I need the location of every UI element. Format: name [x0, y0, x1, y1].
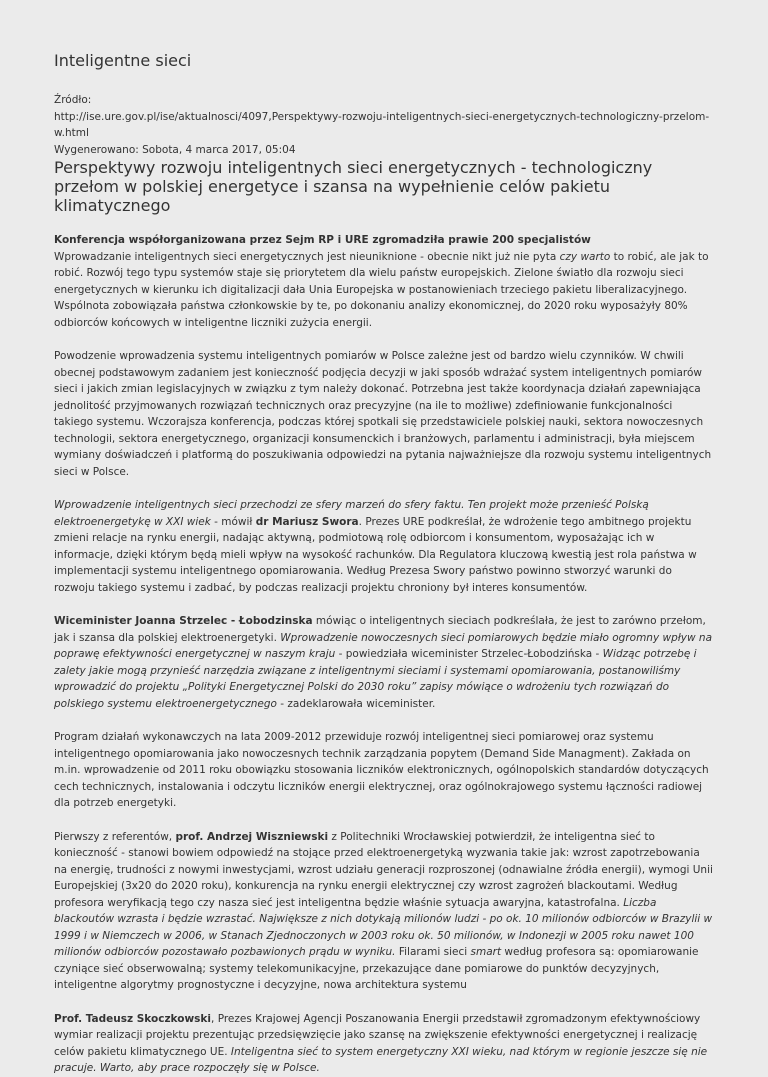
- paragraph-4: [54, 613, 714, 712]
- text: z Politechniki Wrocławskiej potwierdził, że inteligentna sieć to konieczność - stanowi bowiem odpowiedź na stojące przed elektroenergetyką wyzwania takie jak: wzrost zapotrzebowania na energię, trudności z nowymi inwestycjami, wzrost udziału generacji rozproszonej (odnawialne źródła energii), wymogi Unii Europejskiej (3x20 do 2020 roku), konkurencja na rynku energii elektrycznej czy wzrost zagrożeń blackoutami. Według profesora weryfikacją tego czy nasza sieć jest inteligentna będzie właśnie sytuacja awaryjna, katastrofalna.: [54, 830, 713, 909]
- text: Wprowadzanie inteligentnych sieci energetycznych jest nieuniknione - obecnie nikt już nie pyta: [54, 250, 560, 263]
- person-name: dr Mariusz Swora: [255, 515, 359, 528]
- quote: Widząc potrzebę i zalety jakie mogą przynieść narzędzia związane z inteligentnymi sieciami i systemami opomiarowania, postanowiliśmy wprowadzić do projektu „Polityki Energetycznej Polski do 2030 roku” zapisy mówiące o wdrożeniu tych rozwiązań do polskiego systemu elektroenergetycznego: [54, 648, 697, 710]
- paragraph-5: Program działań wykonawczych na lata 2009-2012 przewiduje rozwój inteligentnej sieci pomiarowej oraz systemu inteligentnego opomiarowania jako nowoczesnych technik zarządzania popytem (Demand Side Managment). Zakłada on m.in. wprowadzenie od 2011 roku obowiązku stosowania liczników elektronicznych, ogólnopolskich standardów dotyczących cech technicznych, instalowania i odczytu liczników energii elektrycznej, oraz ogólnokrajowego systemu łączności radiowej dla potrzeb energetyki.: [54, 731, 709, 809]
- person-name: Wiceminister Joanna Strzelec - Łobodzinska: [54, 615, 313, 627]
- quote: Wprowadzenie nowoczesnych sieci pomiarowych będzie miało ogromny wpływ na poprawę efektywności energetycznej w naszym kraju: [54, 631, 713, 660]
- paragraph-7: [54, 1011, 714, 1077]
- text: - zadeklarowała wiceminister.: [276, 697, 436, 710]
- person-name: prof. Andrzej Wiszniewski: [175, 830, 329, 843]
- site-title: Inteligentne sieci: [54, 51, 192, 70]
- document-meta: [54, 92, 714, 158]
- paragraph-1: [54, 249, 714, 332]
- paragraph-3: [54, 497, 714, 596]
- paragraph-2: Powodzenie wprowadzenia systemu inteligentnych pomiarów w Polsce zależne jest od bardzo wielu czynników. W chwili obecnej podstawowym zadaniem jest konieczność podjęcia decyzji w jaki sposób wdrażać system inteligentnych pomiarów sieci i jakich zmian legislacyjnych w związku z tym należy dokonać. Potrzebna jest także koordynacja działań zapewniająca jednolitość przyjmowanych rozwiązań technicznych oraz precyzyjne (na ile to możliwe) zdefiniowanie funkcjonalności takiego systemu. Wczorajsza konferencja, podczas której spotkali się przedstawiciele polskiej nauki, sektora nowoczesnych technologii, sektora energetycznego, organizacji konsumenckich i branżowych, parlamentu i administracji, była miejscem wymiany doświadczeń i platformą do poszukiwania odpowiedzi na pytania najważniejsze dla rozwoju systemu inteligentnych sieci w Polsce.: [54, 350, 712, 478]
- text: . Prezes URE podkreślał, że wdrożenie tego ambitnego projektu zmieni relacje na rynku energii, nadając aktywną, podmiotową rolę odbiorcom i konsumentom, wyposażając ich w informacje, dzięki którym będą mieli wpływ na wysokość rachunków. Dla Regulatora kluczową kwestią jest rola państwa w implementacji systemu inteligentnego opomiarowania. Według Prezesa Swory państwo powinno stworzyć warunki do rozwoju takiego systemu i zadbać, by podczas realizacji projektu chroniony był interes konsumentów.: [54, 515, 697, 594]
- article-title: Perspektywy rozwoju inteligentnych sieci energetycznych - technologiczny przełom w polskiej energetyce i szansa na wypełnienie celów pakietu klimatycznego: [54, 158, 653, 215]
- source-url[interactable]: http://ise.ure.gov.pl/ise/aktualnosci/4097,Perspektywy-rozwoju-inteligentnych-sieci-energetycznych-technologiczny-przelom-w.html: [54, 110, 710, 139]
- text: - mówił: [210, 515, 256, 528]
- quote: Liczba blackoutów wzrasta i będzie wzrastać. Największe z nich dotykają milionów ludzi - po ok. 10 milionów odbiorców w Brazylii w 1999 i w Niemczech w 2006, w Stanach Zjednoczonych w 2003 roku ok. 50 milionów, w Indonezji w 2005 roku nawet 100 milionów odbiorców pozostawało pozbawionych prądu w wyniku.: [54, 896, 713, 958]
- person-name: Prof. Tadeusz Skoczkowski: [54, 1012, 212, 1025]
- article-lead: Konferencja współorganizowana przez Sejm RP i URE zgromadziła prawie 200 specjalistów: [54, 234, 591, 246]
- emphasis: czy warto: [559, 250, 611, 263]
- text: Pierwszy z referentów,: [54, 830, 176, 843]
- text: , Prezes Krajowej Agencji Poszanowania Energii przedstawił zgromadzonym efektywnościowy wymiar realizacji projektu prezentując przedsięwzięcie jako szansę na zwiększenie efektywności energetycznej i realizację celów pakietu klimatycznego UE.: [54, 1012, 701, 1058]
- text: Filarami sieci: [395, 946, 471, 958]
- text: według profesora są: opomiarowanie czyniące sieć obserwowalną; systemy telekomunikacyjne, przekazujące dane pomiarowe do punktów decyzyjnych, inteligentne algorytmy prognostyczne i decyzyjne, nowa architektura systemu: [54, 946, 699, 991]
- quote: Inteligentna sieć to system energetyczny XXI wieku, nad którym w regionie jeszcze się nie pracuje. Warto, aby prace rozpoczęły się w Polsce.: [54, 1045, 708, 1074]
- text: - powiedziała wiceminister Strzelec-Łobodzińska -: [335, 648, 603, 660]
- text: mówiąc o inteligentnych sieciach podkreślała, że jest to zarówno przełom, jak i szansa dla polskiej elektroenergetyki.: [54, 615, 706, 644]
- paragraph-6: [54, 829, 714, 994]
- emphasis: smart: [470, 946, 502, 958]
- source-label: Źródło:: [54, 94, 92, 106]
- quote: Wprowadzenie inteligentnych sieci przechodzi ze sfery marzeń do sfery faktu. Ten projekt może przenieść Polską elektroenergetykę w XXI wiek: [54, 499, 649, 528]
- generated-date: Wygenerowano: Sobota, 4 marca 2017, 05:04: [54, 143, 296, 156]
- text: to robić, ale jak to robić. Rozwój tego typu systemów staje się priorytetem dla wielu państw europejskich. Zielone światło dla rozwoju sieci energetycznych w kierunku ich digitalizacji dała Unia Europejska w postanowieniach trzeciego pakietu liberalizacyjnego. Wspólnota zobowiązała państwa członkowskie by te, po dokonaniu analizy ekonomicznej, do 2020 roku wyposażyły 80% odbiorców końcowych w inteligentne liczniki zużycia energii.: [54, 250, 709, 329]
